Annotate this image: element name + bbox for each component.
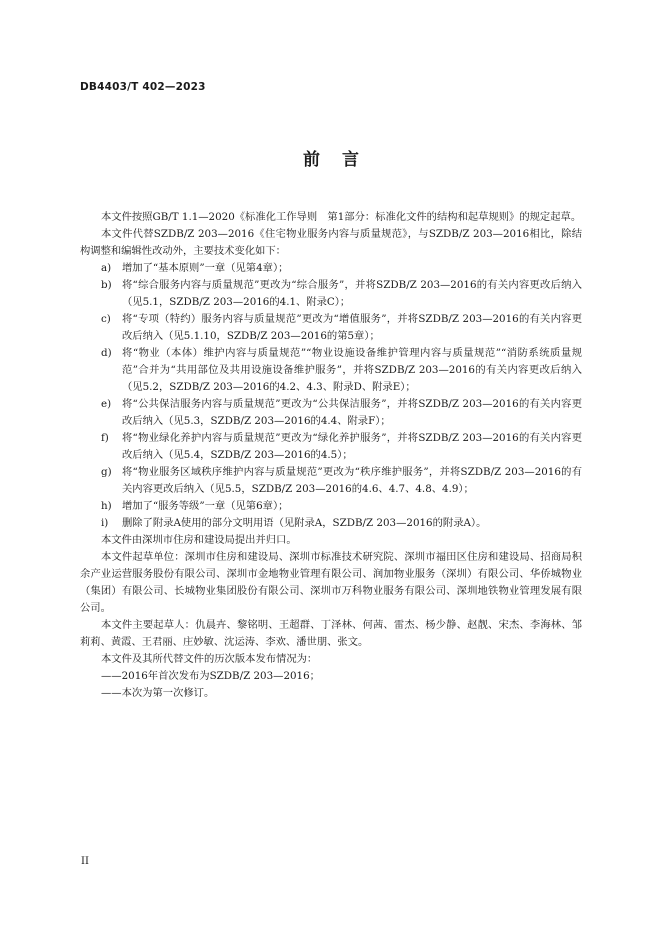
list-text: 将“公共保洁服务内容与质量规范”更改为“公共保洁服务”，并将SZDB/Z 203—2016的有关内容更改后纳入（见5.3，SZDB/Z 203—2016的4.4、附录F）； [122,398,582,427]
list-marker: e) [101,398,112,410]
list-marker: g) [101,466,112,478]
list-text: 将“物业服务区域秩序维护内容与质量规范”更改为“秩序维护服务”，并将SZDB/Z 203—2016的有关内容更改后纳入（见5.5，SZDB/Z 203—2016的4.6、4.7、4.8、4.9）； [122,466,582,495]
paragraph-history-first: ——2016年首次发布为SZDB/Z 203—2016； [101,670,320,682]
list-item [101,345,582,396]
paragraph-drafting-rule: 本文件按照GB/T 1.1—2020《标准化工作导则 第1部分：标准化文件的结构和起草规则》的规定起草。 [101,211,582,223]
list-marker: i) [101,517,109,529]
paragraph-replacement: 本文件代替SZDB/Z 203—2016《住宅物业服务内容与质量规范》，与SZDB/Z 203—2016相比，除结构调整和编辑性改动外，主要技术变化如下： [80,228,582,257]
foreword-body [80,209,582,702]
list-marker: h) [101,500,112,512]
list-marker: f) [101,432,109,444]
list-text: 删除了附录A使用的部分文明用语（见附录A，SZDB/Z 203—2016的附录A）。 [122,517,487,529]
list-text: 将“专项（特约）服务内容与质量规范”更改为“增值服务”，并将SZDB/Z 203—2016的有关内容更改后纳入（见5.1.10，SZDB/Z 203—2016的第5章）； [122,313,582,342]
list-item [101,464,582,498]
list-marker: b) [101,279,112,291]
paragraph-proposer: 本文件由深圳市住房和建设局提出并归口。 [101,534,297,546]
list-marker: d) [101,347,112,359]
list-marker: c) [101,313,111,325]
list-text: 将“物业（本体）维护内容与质量规范”“物业设施设备维护管理内容与质量规范”“消防系统质量规范”合并为“共用部位及共用设施设备维护服务”，并将SZDB/Z 203—2016的有关内容更改后纳入（见5.2，SZDB/Z 203—2016的4.2、4.3、附录D、附录E）； [122,347,582,393]
page-title: 前言 [303,150,381,170]
list-text: 将“物业绿化养护内容与质量规范”更改为“绿化养护服务”，并将SZDB/Z 203—2016的有关内容更改后纳入（见5.4，SZDB/Z 203—2016的4.5）； [122,432,582,461]
list-item [101,430,582,464]
paragraph-drafters: 本文件主要起草人：仇晨卉、黎铭明、王超群、丁泽林、何茜、雷杰、杨少静、赵靓、宋杰、李海林、邹莉莉、黄霞、王君丽、庄妙敏、沈运涛、李欢、潘世朋、张文。 [80,619,582,648]
list-item [101,311,582,345]
document-code: DB4403/T 402—2023 [80,81,206,93]
list-item [101,498,582,515]
list-marker: a) [101,262,112,274]
list-item [101,260,582,277]
list-item [101,396,582,430]
list-item [101,277,582,311]
list-item [101,515,582,532]
paragraph-history-intro: 本文件及其所代替文件的历次版本发布情况为： [101,653,318,665]
paragraph-drafting-units: 本文件起草单位：深圳市住房和建设局、深圳市标准技术研究院、深圳市福田区住房和建设局、招商局积余产业运营服务股份有限公司、深圳市金地物业管理有限公司、润加物业服务（深圳）有限公司、华侨城物业（集团）有限公司、长城物业集团股份有限公司、深圳市万科物业服务有限公司、深圳地铁物业管理发展有限公司。 [80,551,582,614]
list-text: 将“综合服务内容与质量规范”更改为“综合服务”，并将SZDB/Z 203—2016的有关内容更改后纳入（见5.1，SZDB/Z 203—2016的4.1、附录C）； [122,279,582,308]
page-number: II [81,856,89,867]
list-text: 增加了“基本原则”一章（见第4章）； [122,262,289,274]
list-text: 增加了“服务等级”一章（见第6章）； [122,500,289,512]
paragraph-history-revision: ——本次为第一次修订。 [101,687,215,699]
